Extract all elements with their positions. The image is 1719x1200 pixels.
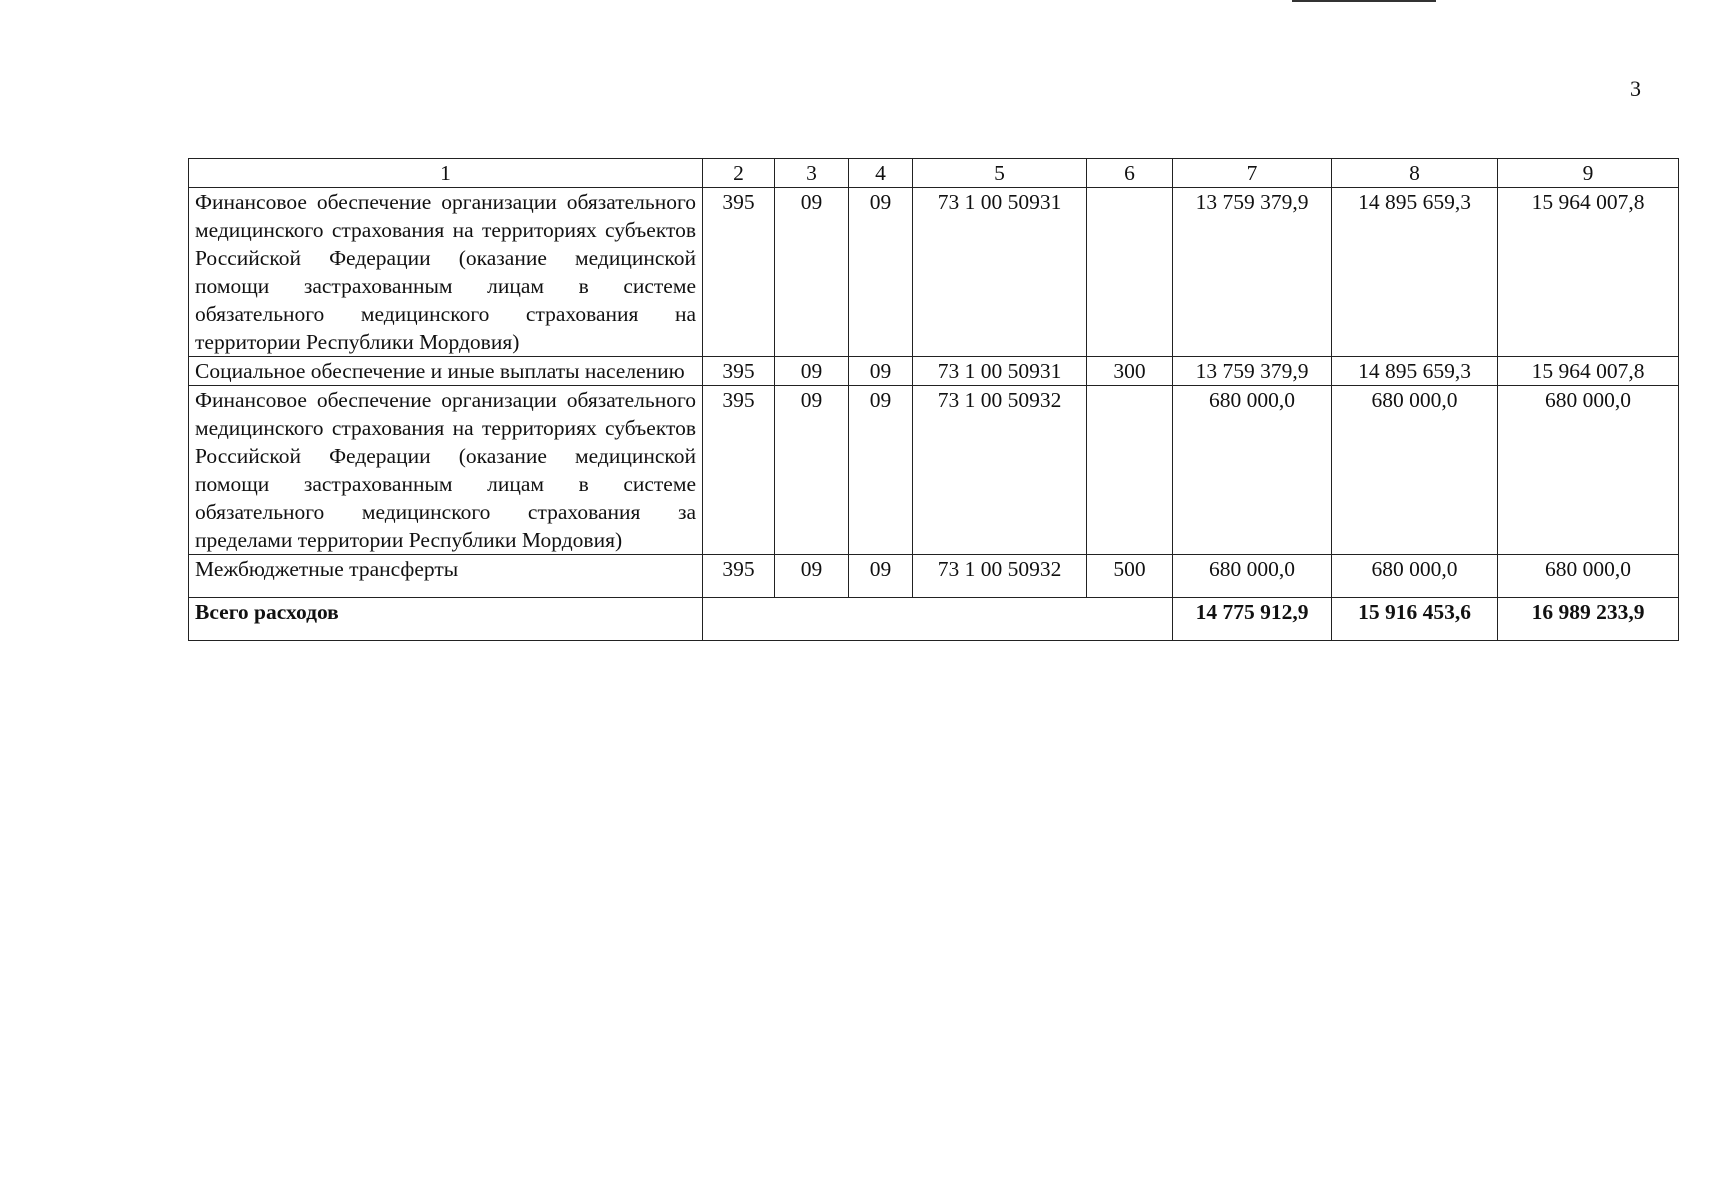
cell-col6	[1087, 188, 1173, 357]
cell-col8: 14 895 659,3	[1332, 188, 1498, 357]
cell-col4: 09	[849, 555, 913, 598]
cell-col8: 680 000,0	[1332, 386, 1498, 555]
table-row	[189, 188, 1679, 357]
row-description: Финансовое обеспечение организации обязательного медицинского страхования на территориях субъектов Российской Федерации (оказание медицинской помощи застрахованным лицам в системе обязательного медицинского страхования за пределами территории Республики Мордовия)	[189, 386, 703, 555]
column-header: 2	[703, 159, 775, 188]
cell-col7: 680 000,0	[1173, 386, 1332, 555]
cell-col5: 73 1 00 50932	[913, 555, 1087, 598]
cell-col2: 395	[703, 188, 775, 357]
cell-col3: 09	[775, 357, 849, 386]
row-description: Финансовое обеспечение организации обязательного медицинского страхования на территориях субъектов Российской Федерации (оказание медицинской помощи застрахованным лицам в системе обязательного медицинского страхования на территории Республики Мордовия)	[189, 188, 703, 357]
cell-col3: 09	[775, 386, 849, 555]
total-col9: 16 989 233,9	[1498, 598, 1679, 641]
cell-col5: 73 1 00 50931	[913, 357, 1087, 386]
column-header: 5	[913, 159, 1087, 188]
total-label: Всего расходов	[189, 598, 703, 641]
cell-col4: 09	[849, 386, 913, 555]
cell-col9: 15 964 007,8	[1498, 188, 1679, 357]
column-header: 8	[1332, 159, 1498, 188]
cell-col3: 09	[775, 555, 849, 598]
cell-col6: 500	[1087, 555, 1173, 598]
column-header: 7	[1173, 159, 1332, 188]
cell-col2: 395	[703, 357, 775, 386]
cell-col6: 300	[1087, 357, 1173, 386]
cell-col9: 680 000,0	[1498, 555, 1679, 598]
cell-col2: 395	[703, 555, 775, 598]
cell-col7: 13 759 379,9	[1173, 357, 1332, 386]
column-header: 4	[849, 159, 913, 188]
cell-col2: 395	[703, 386, 775, 555]
cell-col9: 680 000,0	[1498, 386, 1679, 555]
cell-col6	[1087, 386, 1173, 555]
cell-col4: 09	[849, 188, 913, 357]
cell-col8: 680 000,0	[1332, 555, 1498, 598]
cell-col7: 13 759 379,9	[1173, 188, 1332, 357]
cell-col9: 15 964 007,8	[1498, 357, 1679, 386]
cell-col4: 09	[849, 357, 913, 386]
row-description: Межбюджетные трансферты	[189, 555, 703, 598]
total-col8: 15 916 453,6	[1332, 598, 1498, 641]
budget-table	[188, 158, 1679, 641]
table-row	[189, 555, 1679, 598]
cell-col5: 73 1 00 50931	[913, 188, 1087, 357]
row-description: Социальное обеспечение и иные выплаты населению	[189, 357, 703, 386]
cell-col3: 09	[775, 188, 849, 357]
total-col7: 14 775 912,9	[1173, 598, 1332, 641]
column-header: 9	[1498, 159, 1679, 188]
header-row	[189, 159, 1679, 188]
table-row	[189, 386, 1679, 555]
cell-col8: 14 895 659,3	[1332, 357, 1498, 386]
column-header: 6	[1087, 159, 1173, 188]
cell-col5: 73 1 00 50932	[913, 386, 1087, 555]
table-row	[189, 357, 1679, 386]
total-row	[189, 598, 1679, 641]
page-number: 3	[1630, 76, 1641, 101]
top-rule	[1292, 0, 1436, 2]
column-header: 3	[775, 159, 849, 188]
total-empty-cell	[703, 598, 1173, 641]
column-header: 1	[189, 159, 703, 188]
cell-col7: 680 000,0	[1173, 555, 1332, 598]
